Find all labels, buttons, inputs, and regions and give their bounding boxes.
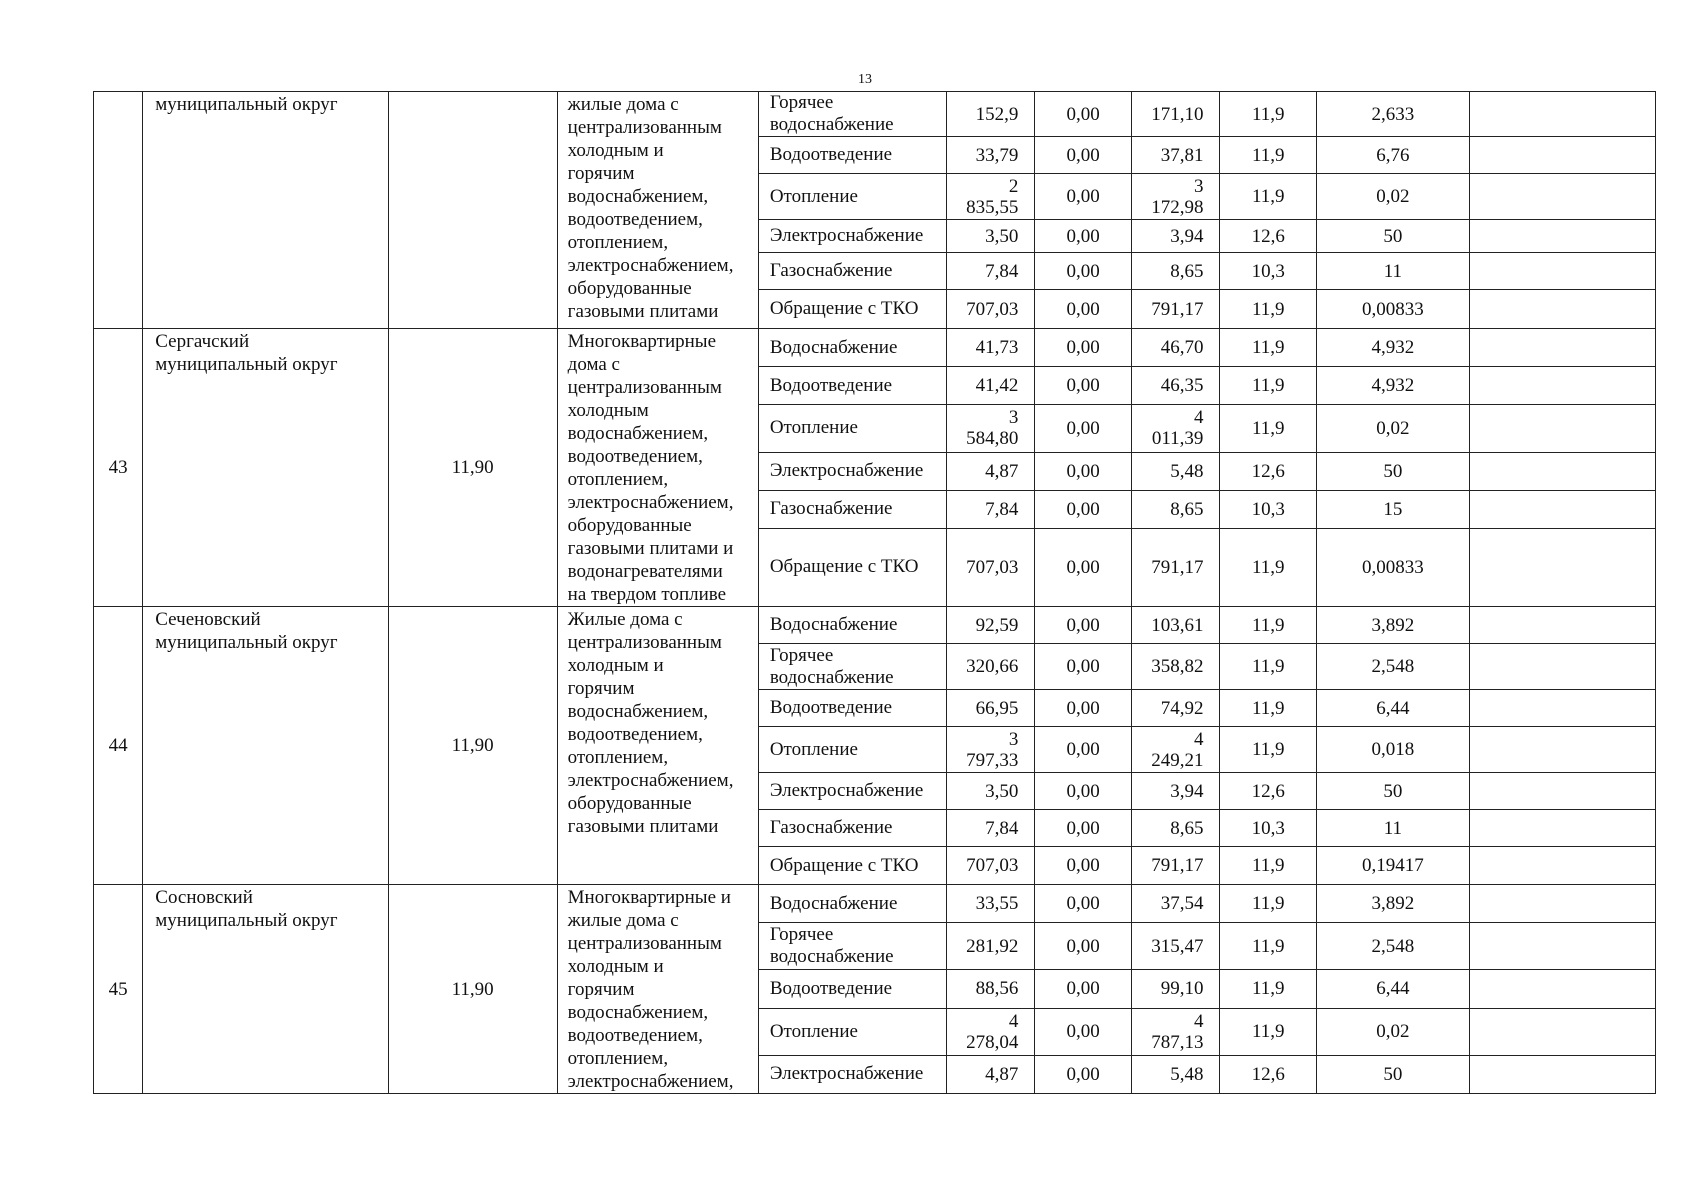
tariff-new: 791,17 [1131, 290, 1220, 329]
empty-cell [1469, 528, 1655, 606]
service-name: Горячее водоснабжение [758, 644, 946, 690]
service-name: Электроснабжение [758, 452, 946, 490]
municipality-name: муниципальный округ [143, 92, 388, 329]
housing-type: Многоквартирные дома с централизованным холодным водоснабжением, водоотведением, отоплением, электроснабжением, оборудованные газовыми плитами и водонагревателями на твердом топливе [557, 329, 758, 607]
empty-cell [1469, 329, 1655, 367]
growth-index: 11,9 [1220, 727, 1317, 773]
table-row [94, 92, 1656, 137]
index-value [388, 92, 557, 329]
empty-cell [1469, 220, 1655, 253]
change-percent: 0,00 [1035, 773, 1132, 810]
change-percent: 0,00 [1035, 405, 1132, 452]
consumption-norm: 2,633 [1316, 92, 1469, 137]
tariff-new: 5,48 [1131, 1055, 1220, 1093]
growth-index: 11,9 [1220, 367, 1317, 405]
tariff-base: 152,9 [946, 92, 1035, 137]
service-name: Газоснабжение [758, 810, 946, 847]
service-name: Водоотведение [758, 690, 946, 727]
change-percent: 0,00 [1035, 847, 1132, 885]
consumption-norm: 2,548 [1316, 644, 1469, 690]
growth-index: 11,9 [1220, 137, 1317, 174]
tariff-base: 7,84 [946, 253, 1035, 290]
consumption-norm: 0,00833 [1316, 290, 1469, 329]
service-name: Электроснабжение [758, 220, 946, 253]
consumption-norm: 0,19417 [1316, 847, 1469, 885]
table-row [94, 607, 1656, 644]
growth-index: 11,9 [1220, 644, 1317, 690]
table-row [94, 329, 1656, 367]
change-percent: 0,00 [1035, 174, 1132, 220]
consumption-norm: 11 [1316, 810, 1469, 847]
growth-index: 10,3 [1220, 253, 1317, 290]
tariff-new: 8,65 [1131, 810, 1220, 847]
consumption-norm: 0,018 [1316, 727, 1469, 773]
change-percent: 0,00 [1035, 253, 1132, 290]
consumption-norm: 6,76 [1316, 137, 1469, 174]
consumption-norm: 6,44 [1316, 690, 1469, 727]
consumption-norm: 50 [1316, 452, 1469, 490]
service-name: Отопление [758, 1008, 946, 1055]
growth-index: 11,9 [1220, 923, 1317, 970]
consumption-norm: 4,932 [1316, 367, 1469, 405]
growth-index: 12,6 [1220, 220, 1317, 253]
change-percent: 0,00 [1035, 727, 1132, 773]
index-value: 11,90 [388, 607, 557, 885]
empty-cell [1469, 885, 1655, 923]
change-percent: 0,00 [1035, 1055, 1132, 1093]
tariff-base: 2 835,55 [946, 174, 1035, 220]
empty-cell [1469, 253, 1655, 290]
tariff-new: 3,94 [1131, 773, 1220, 810]
tariff-new: 99,10 [1131, 970, 1220, 1008]
service-name: Электроснабжение [758, 773, 946, 810]
tariff-new: 3 172,98 [1131, 174, 1220, 220]
service-name: Отопление [758, 727, 946, 773]
empty-cell [1469, 1008, 1655, 1055]
service-name: Водоснабжение [758, 329, 946, 367]
change-percent: 0,00 [1035, 367, 1132, 405]
change-percent: 0,00 [1035, 644, 1132, 690]
tariff-base: 33,55 [946, 885, 1035, 923]
service-name: Газоснабжение [758, 253, 946, 290]
page-number: 13 [858, 72, 872, 87]
tariff-new: 4 787,13 [1131, 1008, 1220, 1055]
growth-index: 11,9 [1220, 405, 1317, 452]
consumption-norm: 50 [1316, 1055, 1469, 1093]
growth-index: 11,9 [1220, 92, 1317, 137]
change-percent: 0,00 [1035, 607, 1132, 644]
growth-index: 11,9 [1220, 847, 1317, 885]
empty-cell [1469, 405, 1655, 452]
change-percent: 0,00 [1035, 92, 1132, 137]
growth-index: 11,9 [1220, 174, 1317, 220]
tariff-new: 37,54 [1131, 885, 1220, 923]
tariff-base: 4 278,04 [946, 1008, 1035, 1055]
municipality-name: Сергачский муниципальный округ [143, 329, 388, 607]
change-percent: 0,00 [1035, 690, 1132, 727]
service-name: Водоотведение [758, 970, 946, 1008]
tariff-new: 103,61 [1131, 607, 1220, 644]
growth-index: 11,9 [1220, 607, 1317, 644]
service-name: Водоснабжение [758, 885, 946, 923]
tariff-base: 41,42 [946, 367, 1035, 405]
tariff-base: 3,50 [946, 220, 1035, 253]
tariff-base: 92,59 [946, 607, 1035, 644]
consumption-norm: 2,548 [1316, 923, 1469, 970]
tariff-new: 3,94 [1131, 220, 1220, 253]
growth-index: 10,3 [1220, 810, 1317, 847]
empty-cell [1469, 290, 1655, 329]
empty-cell [1469, 1055, 1655, 1093]
tariff-new: 8,65 [1131, 490, 1220, 528]
service-name: Горячее водоснабжение [758, 923, 946, 970]
empty-cell [1469, 367, 1655, 405]
tariff-base: 4,87 [946, 1055, 1035, 1093]
tariff-base: 88,56 [946, 970, 1035, 1008]
service-name: Обращение с ТКО [758, 528, 946, 606]
change-percent: 0,00 [1035, 452, 1132, 490]
consumption-norm: 4,932 [1316, 329, 1469, 367]
tariff-base: 33,79 [946, 137, 1035, 174]
growth-index: 11,9 [1220, 885, 1317, 923]
tariff-base: 7,84 [946, 490, 1035, 528]
tariff-base: 4,87 [946, 452, 1035, 490]
change-percent: 0,00 [1035, 220, 1132, 253]
empty-cell [1469, 490, 1655, 528]
empty-cell [1469, 92, 1655, 137]
tariff-new: 8,65 [1131, 253, 1220, 290]
empty-cell [1469, 923, 1655, 970]
row-number: 43 [94, 329, 143, 607]
consumption-norm: 50 [1316, 773, 1469, 810]
consumption-norm: 50 [1316, 220, 1469, 253]
tariff-table [93, 91, 1656, 1094]
service-name: Отопление [758, 405, 946, 452]
growth-index: 12,6 [1220, 452, 1317, 490]
tariff-new: 171,10 [1131, 92, 1220, 137]
housing-type: жилые дома с централизованным холодным и горячим водоснабжением, водоотведением, отоплением, электроснабжением, оборудованные газовыми плитами [557, 92, 758, 329]
tariff-base: 3,50 [946, 773, 1035, 810]
tariff-base: 3 584,80 [946, 405, 1035, 452]
service-name: Обращение с ТКО [758, 847, 946, 885]
empty-cell [1469, 644, 1655, 690]
row-number: 44 [94, 607, 143, 885]
tariff-new: 791,17 [1131, 528, 1220, 606]
change-percent: 0,00 [1035, 490, 1132, 528]
change-percent: 0,00 [1035, 810, 1132, 847]
tariff-base: 707,03 [946, 528, 1035, 606]
tariff-new: 46,35 [1131, 367, 1220, 405]
tariff-base: 320,66 [946, 644, 1035, 690]
service-name: Газоснабжение [758, 490, 946, 528]
index-value: 11,90 [388, 329, 557, 607]
empty-cell [1469, 690, 1655, 727]
service-name: Электроснабжение [758, 1055, 946, 1093]
tariff-new: 315,47 [1131, 923, 1220, 970]
table-row [94, 885, 1656, 923]
consumption-norm: 0,02 [1316, 405, 1469, 452]
tariff-base: 707,03 [946, 847, 1035, 885]
growth-index: 11,9 [1220, 290, 1317, 329]
tariff-new: 4 249,21 [1131, 727, 1220, 773]
consumption-norm: 11 [1316, 253, 1469, 290]
growth-index: 12,6 [1220, 773, 1317, 810]
housing-type: Многоквартирные и жилые дома с централизованным холодным и горячим водоснабжением, водоотведением, отоплением, электроснабжением, [557, 885, 758, 1094]
growth-index: 11,9 [1220, 528, 1317, 606]
empty-cell [1469, 810, 1655, 847]
service-name: Водоотведение [758, 137, 946, 174]
municipality-name: Сеченовский муниципальный округ [143, 607, 388, 885]
municipality-name: Сосновский муниципальный округ [143, 885, 388, 1094]
row-number: 45 [94, 885, 143, 1094]
consumption-norm: 3,892 [1316, 607, 1469, 644]
empty-cell [1469, 137, 1655, 174]
empty-cell [1469, 174, 1655, 220]
table-body [94, 92, 1656, 1094]
row-number [94, 92, 143, 329]
growth-index: 11,9 [1220, 690, 1317, 727]
tariff-new: 46,70 [1131, 329, 1220, 367]
growth-index: 10,3 [1220, 490, 1317, 528]
consumption-norm: 0,00833 [1316, 528, 1469, 606]
empty-cell [1469, 607, 1655, 644]
empty-cell [1469, 847, 1655, 885]
consumption-norm: 0,02 [1316, 174, 1469, 220]
service-name: Водоснабжение [758, 607, 946, 644]
consumption-norm: 3,892 [1316, 885, 1469, 923]
tariff-base: 41,73 [946, 329, 1035, 367]
growth-index: 11,9 [1220, 1008, 1317, 1055]
growth-index: 12,6 [1220, 1055, 1317, 1093]
change-percent: 0,00 [1035, 885, 1132, 923]
empty-cell [1469, 773, 1655, 810]
change-percent: 0,00 [1035, 1008, 1132, 1055]
service-name: Водоотведение [758, 367, 946, 405]
index-value: 11,90 [388, 885, 557, 1094]
change-percent: 0,00 [1035, 137, 1132, 174]
tariff-base: 707,03 [946, 290, 1035, 329]
change-percent: 0,00 [1035, 923, 1132, 970]
change-percent: 0,00 [1035, 970, 1132, 1008]
service-name: Горячее водоснабжение [758, 92, 946, 137]
tariff-new: 5,48 [1131, 452, 1220, 490]
change-percent: 0,00 [1035, 290, 1132, 329]
tariff-base: 3 797,33 [946, 727, 1035, 773]
tariff-new: 37,81 [1131, 137, 1220, 174]
growth-index: 11,9 [1220, 970, 1317, 1008]
tariff-new: 74,92 [1131, 690, 1220, 727]
consumption-norm: 6,44 [1316, 970, 1469, 1008]
tariff-new: 358,82 [1131, 644, 1220, 690]
empty-cell [1469, 727, 1655, 773]
growth-index: 11,9 [1220, 329, 1317, 367]
tariff-new: 4 011,39 [1131, 405, 1220, 452]
service-name: Обращение с ТКО [758, 290, 946, 329]
tariff-base: 66,95 [946, 690, 1035, 727]
tariff-new: 791,17 [1131, 847, 1220, 885]
empty-cell [1469, 970, 1655, 1008]
consumption-norm: 15 [1316, 490, 1469, 528]
housing-type: Жилые дома с централизованным холодным и горячим водоснабжением, водоотведением, отоплением, электроснабжением, оборудованные газовыми плитами [557, 607, 758, 885]
consumption-norm: 0,02 [1316, 1008, 1469, 1055]
tariff-base: 281,92 [946, 923, 1035, 970]
service-name: Отопление [758, 174, 946, 220]
change-percent: 0,00 [1035, 329, 1132, 367]
tariff-base: 7,84 [946, 810, 1035, 847]
change-percent: 0,00 [1035, 528, 1132, 606]
empty-cell [1469, 452, 1655, 490]
